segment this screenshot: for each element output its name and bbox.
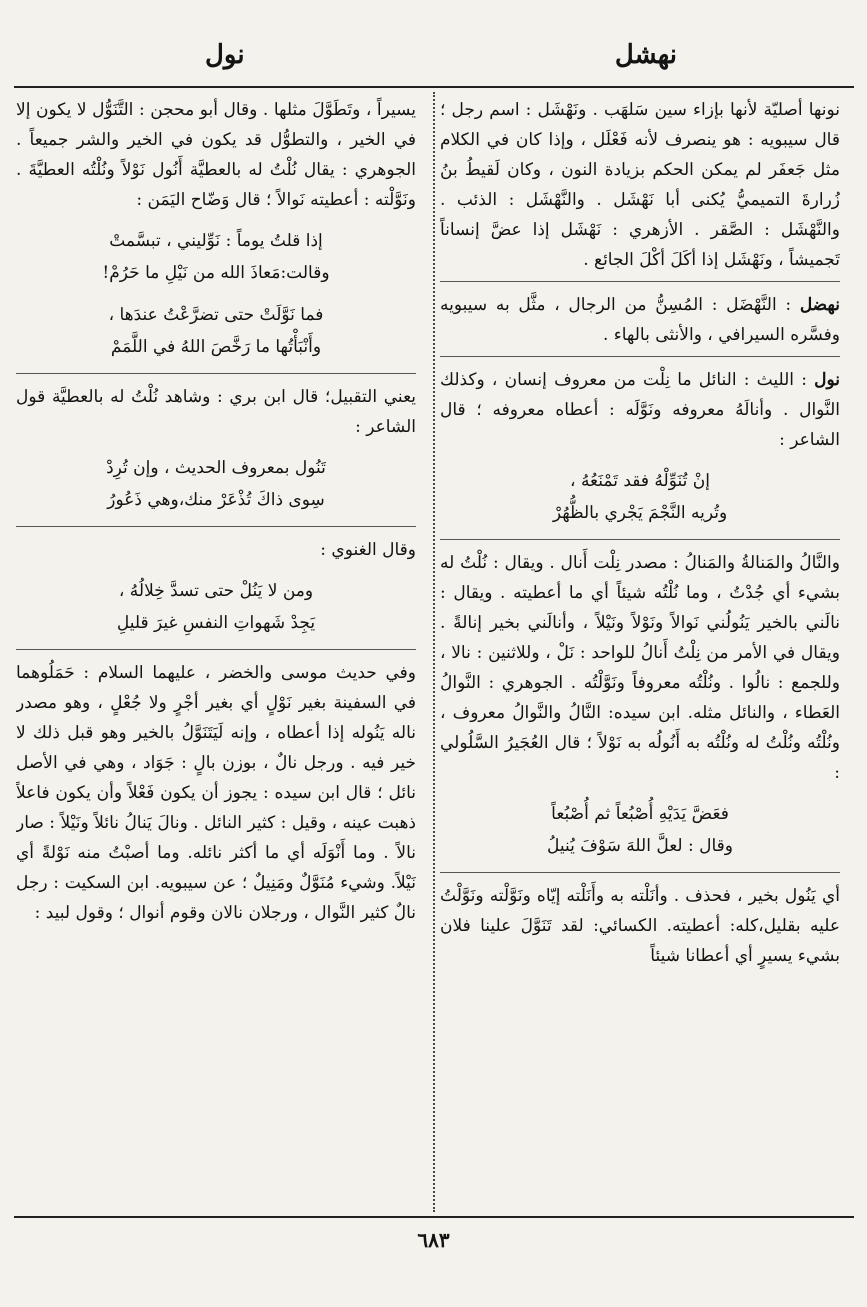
nawl-entry bbox=[440, 365, 840, 455]
entry-separator bbox=[440, 356, 840, 357]
column-divider bbox=[433, 92, 435, 1212]
verse-line: يَجِدْ شَهواتِ النفسِ غيرَ قليلِ bbox=[116, 613, 316, 633]
entry-separator bbox=[16, 649, 416, 650]
nawl-paragraph: والنَّالُ والمَنالةُ والمَنالُ : مصدر نِلْت أَنال . ويقال : نُلْتُ له بشيء أي جُدْتُ ، وما نُلْتُه شيئاً أي ما أعطيته . ويقال : نالَني بالخير يَنُولُني نَوالاً ونَوْلاً ونَيْلاً ، وأنالَني بخير إنالةً . ويقال في الأمر من نِلْتُ أَنالُ للواحد : نَلْ ، وللاثنين : نالا ، وللجمع : نالُوا . ونُلْتُه معروفاً ونَوَّلْتُه . الجوهري : النَّوالُ العَطاء ، والنائل مثله. ابن سيده: النَّالُ والنَّوالُ معروف ، ونُلْتُه ونُلْتُ له ونُلْتُه به أَنُولُه به نَوْلاً ؛ قال العُجَيرُ السَّلُولي : bbox=[440, 553, 840, 783]
nahshal-paragraph: نونها أصليّة لأنها بإزاء سين سَلهَب . ونَهْشَل : اسم رجل ؛ قال سيبويه : هو ينصرف لأنه فَعْلَل ، وإذا كان في الكلام مثل جَعفَر لم يمكن الحكم بزيادة النون ، وكان لَقيطُ بنُ زُرارةَ التميميُّ يُكنى أبا نَهْشَل . والنَّهْشَل : الذئب . والنَّهْشَل : الصَّقر . الأزهري : نَهْشَل إذا عضَّ إنساناً تَجميشاً ، ونَهْشَل إذا أكَلَ أكْلَ الجائع . bbox=[440, 100, 840, 270]
running-header-right: نهشل bbox=[614, 40, 677, 70]
left-column bbox=[16, 95, 416, 1210]
nahdal-entry bbox=[440, 290, 840, 350]
entry-headword-nawl: نول bbox=[814, 370, 840, 390]
verse-line: وقالت:مَعاذَ الله من نَيْلِ ما حَرُمْ! bbox=[102, 263, 330, 283]
entry-headword-nahdal: نهضل bbox=[799, 295, 840, 315]
verse-block bbox=[440, 465, 840, 529]
verse-block bbox=[16, 575, 416, 639]
verse-line: وقال : لعلَّ اللهَ سَوْفَ يُنيلُ bbox=[546, 836, 734, 856]
bottom-rule bbox=[14, 1216, 854, 1218]
verse-block bbox=[440, 798, 840, 862]
verse-line: إذا قلتُ يوماً : نَوِّليني ، تبسَّمتْ bbox=[109, 231, 323, 251]
entry-separator bbox=[440, 872, 840, 873]
nawl-definition: : الليث : النائل ما نِلْت من معروف إنسان ، وكذلك النَّوال . وأنالَهُ معروفه ونَوَّلَه : أعطاه معروفه ؛ قال الشاعر : bbox=[440, 370, 840, 450]
verse-line: وتُريه النَّجْمَ يَجْري بالظُّهُرْ bbox=[552, 503, 728, 523]
verse-line: فما نَوَّلَتْ حتى تضرَّعْتُ عندَها ، bbox=[108, 305, 324, 325]
nawl-paragraph: وفي حديث موسى والخضر ، عليهما السلام : حَمَلُوهما في السفينة بغير نَوْلٍ أي بغير أجْرٍ ولا جُعْلٍ ، وهو مصدر ناله يَنُوله إذا أعطاه ، وإنه لَيَتَنَوَّلُ بالخير وهو قبل ذلك لا خير فيه . ورجل نالٌ ، بوزن بالٍ : جَوَاد ، وهي في الأصل نائل ؛ قال ابن سيده : يجوز أن يكون فَعْلاً وأن يكون فاعلاً ذهبت عينه ، وقيل : كثير النائل . ونالَ يَنالُ نائلاً ونَيْلاً : صار نالاً . وما أَنْوَلَه أي ما أكثر نائله. وما أصبْتُ منه نَوْلةً أي نَيْلاً. وشيء مُنَوَّلٌ ومَنِيلٌ ؛ عن سيبويه. ابن السكيت : رجل نالٌ كثير النَّوال ، ورجلان نالان وقوم أنوال ؛ وقول لبيد : bbox=[16, 663, 416, 923]
verse-line: إنْ تُنَوِّلْهُ فقد تَمْنَعُهُ ، bbox=[570, 471, 710, 491]
nawl-paragraph: يعني التقبيل؛ قال ابن بري : وشاهد نُلْتُ له بالعطيَّة قول الشاعر : bbox=[16, 387, 416, 437]
verse-line: تَنُول بمعروف الحديث ، وإن تُرِدْ bbox=[106, 458, 326, 478]
verse-block bbox=[16, 299, 416, 363]
nawl-paragraph: أي يَنُول بخير ، فحذف . وأنَلْته به وأَنَلْته إيّاه ونَوَّلْته ونَوَّلْتُ عليه بقليل،كله: أعطيته. الكسائي: لقد تَنَوَّلَ علينا فلان بشيء يسيرٍ أي أعطانا شيئاً bbox=[440, 886, 840, 966]
entry-separator bbox=[16, 373, 416, 374]
entry-separator bbox=[16, 526, 416, 527]
entry-separator bbox=[440, 539, 840, 540]
verse-line: فعَضَّ يَدَيْهِ أُصْبُعاً ثم أُصْبُعاً bbox=[551, 804, 729, 824]
nawl-paragraph: وقال الغنوي : bbox=[320, 540, 416, 560]
verse-line: سِوى ذاكَ تُذْعَرْ منك،وهي ذَعُورُ bbox=[107, 490, 325, 510]
nawl-paragraph: يسيراً ، وتَطَوَّلَ مثلها . وقال أبو محجن : التَّنَوُّل لا يكون إلا في الخير ، والتطوُّل قد يكون في الخير والشر جميعاً . الجوهري : يقال نُلْتُ له بالعطيَّة أَنُول نَوْلاً ونُلْتُه العطيَّةَ . ونَوَّلْته : أعطيته نَوالاً ؛ قال وَضّاح اليَمَن : bbox=[16, 100, 416, 210]
page-number: ٦٨٣ bbox=[417, 1228, 450, 1252]
right-column bbox=[440, 95, 840, 1210]
verse-block bbox=[16, 225, 416, 289]
verse-line: ومن لا يَنُلْ حتى تسدَّ خِلالُهُ ، bbox=[118, 581, 314, 601]
verse-line: وأَنْبَأْتُها ما رَخَّصَ اللهُ في اللَّمَمْ bbox=[110, 337, 322, 357]
verse-block bbox=[16, 452, 416, 516]
nahdal-definition: : النَّهْضَل : المُسِنُّ من الرجال ، مثَّل به سيبويه وفسَّره السيرافي ، والأنثى بالهاء . bbox=[440, 295, 840, 345]
running-header-left: نول bbox=[205, 40, 245, 70]
entry-separator bbox=[440, 281, 840, 282]
top-rule bbox=[14, 86, 854, 88]
